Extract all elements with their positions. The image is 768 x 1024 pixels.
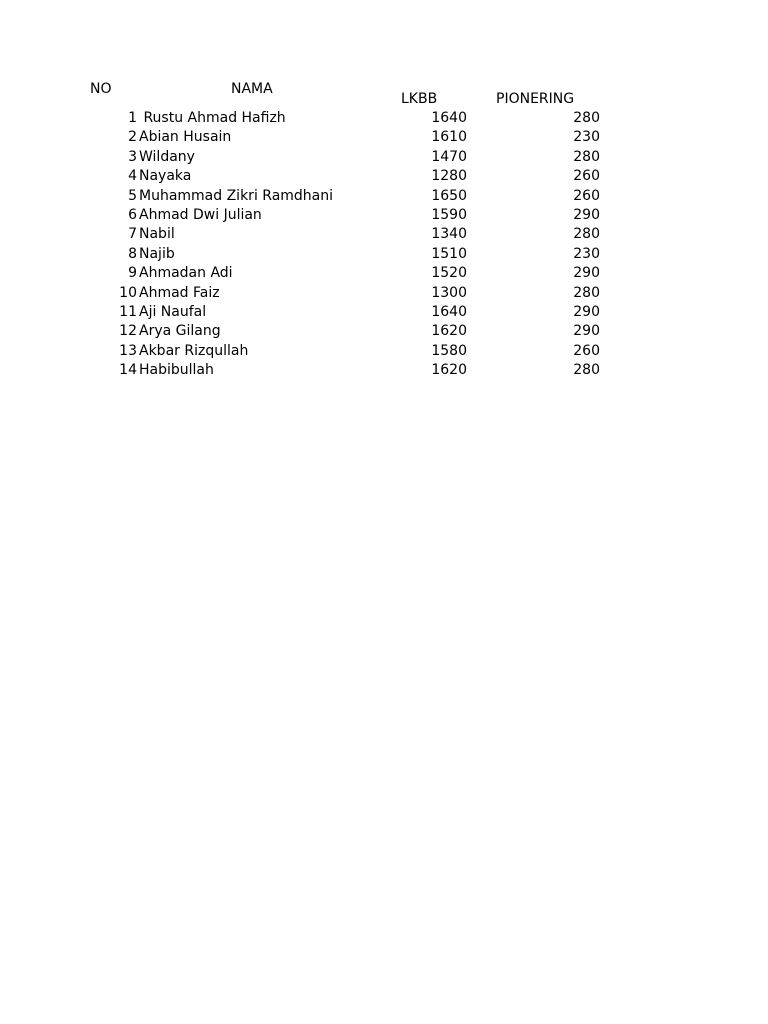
header-lkbb: LKBB (401, 91, 438, 107)
row-pionering: 290 (573, 323, 600, 340)
row-pionering: 260 (573, 342, 600, 359)
row-name: Ahmad Faiz (139, 284, 220, 301)
row-number: 1 (128, 110, 137, 126)
header-nama: NAMA (231, 81, 273, 97)
table-row (0, 167, 768, 186)
table-row (0, 148, 768, 167)
row-name: Akbar Rizqullah (139, 342, 249, 359)
row-number: 3 (128, 148, 137, 165)
row-lkbb: 1340 (431, 226, 467, 243)
row-name: Nabil (139, 226, 175, 243)
table-row (0, 109, 768, 128)
row-pionering: 280 (573, 284, 600, 301)
table-row (0, 245, 768, 264)
table-row (0, 225, 768, 244)
row-pionering: 260 (573, 168, 600, 185)
row-lkbb: 1640 (431, 110, 467, 126)
row-number: 9 (128, 265, 137, 282)
row-name: Aji Naufal (139, 303, 207, 320)
row-lkbb: 1470 (431, 148, 467, 165)
row-name: Wildany (139, 148, 195, 165)
row-number: 13 (119, 342, 137, 359)
row-number: 6 (128, 206, 137, 223)
row-pionering: 280 (573, 226, 600, 243)
row-pionering: 290 (573, 265, 600, 282)
row-pionering: 280 (573, 110, 600, 126)
table-row (0, 128, 768, 147)
row-number: 4 (128, 168, 137, 185)
row-pionering: 280 (573, 148, 600, 165)
row-number: 14 (119, 362, 137, 379)
row-number: 8 (128, 245, 137, 262)
row-pionering: 230 (573, 129, 600, 146)
score-table (0, 109, 768, 380)
row-name: Najib (139, 245, 175, 262)
table-row (0, 264, 768, 283)
row-lkbb: 1650 (431, 187, 467, 204)
row-pionering: 260 (573, 187, 600, 204)
row-number: 5 (128, 187, 137, 204)
row-name: Rustu Ahmad Hafizh (139, 110, 286, 126)
row-name: Ahmad Dwi Julian (139, 206, 262, 223)
row-number: 2 (128, 129, 137, 146)
row-lkbb: 1520 (431, 265, 467, 282)
row-lkbb: 1610 (431, 129, 467, 146)
row-number: 7 (128, 226, 137, 243)
table-row (0, 284, 768, 303)
row-name: Ahmadan Adi (139, 265, 233, 282)
table-row (0, 303, 768, 322)
row-number: 10 (119, 284, 137, 301)
row-lkbb: 1640 (431, 303, 467, 320)
row-number: 12 (119, 323, 137, 340)
row-lkbb: 1580 (431, 342, 467, 359)
row-name: Muhammad Zikri Ramdhani (139, 187, 334, 204)
row-name: Abian Husain (139, 129, 232, 146)
row-pionering: 230 (573, 245, 600, 262)
row-name: Habibullah (139, 362, 214, 379)
row-lkbb: 1590 (431, 206, 467, 223)
row-lkbb: 1280 (431, 168, 467, 185)
row-lkbb: 1510 (431, 245, 467, 262)
table-row (0, 206, 768, 225)
table-row (0, 322, 768, 341)
row-lkbb: 1300 (431, 284, 467, 301)
header-pionering: PIONERING (496, 91, 575, 107)
row-lkbb: 1620 (431, 323, 467, 340)
table-row (0, 187, 768, 206)
row-number: 11 (119, 303, 137, 320)
row-name: Nayaka (139, 168, 192, 185)
table-row (0, 361, 768, 380)
header-no: NO (90, 81, 112, 97)
row-name: Arya Gilang (139, 323, 221, 340)
row-pionering: 290 (573, 303, 600, 320)
row-pionering: 290 (573, 206, 600, 223)
row-pionering: 280 (573, 362, 600, 379)
row-lkbb: 1620 (431, 362, 467, 379)
table-row (0, 342, 768, 361)
